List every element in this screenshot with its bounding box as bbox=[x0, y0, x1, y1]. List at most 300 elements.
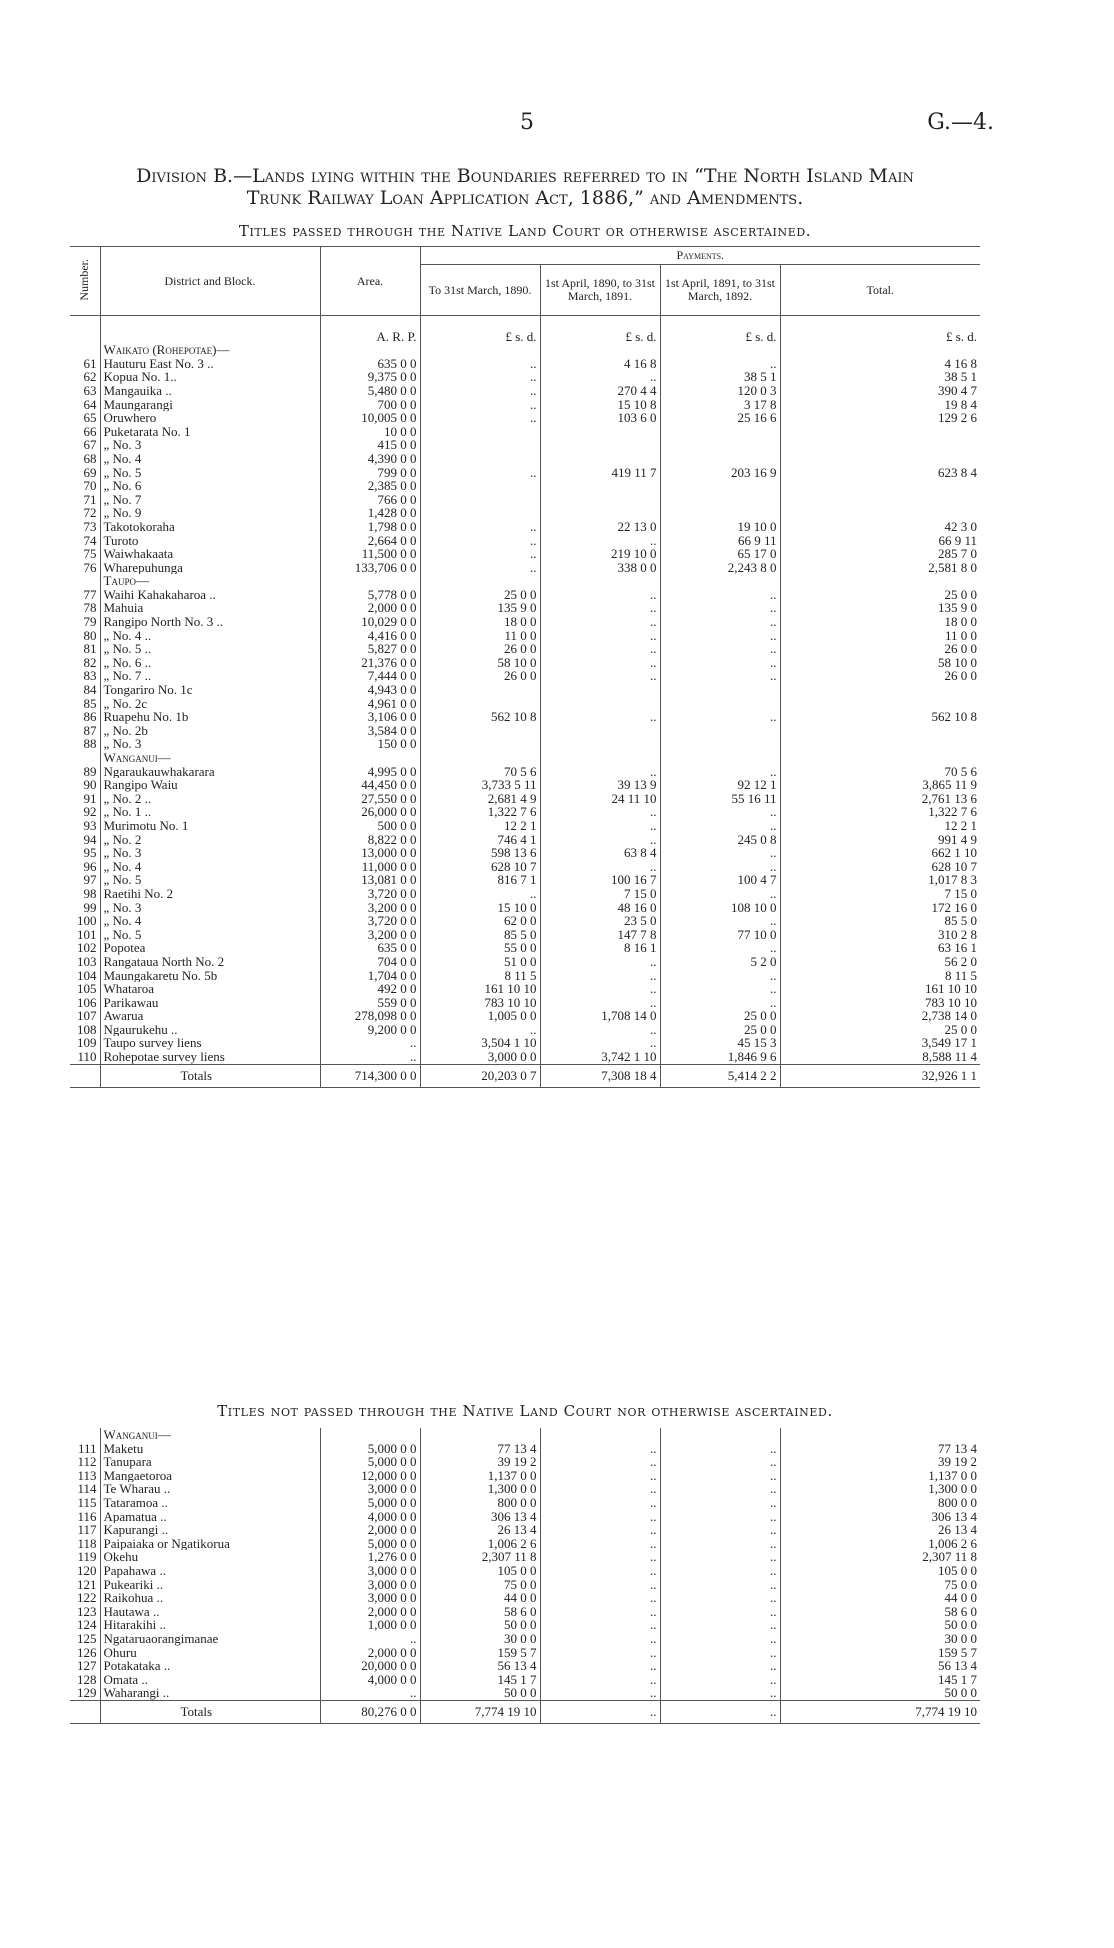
table-row bbox=[70, 1646, 980, 1660]
row-payment-1892: 92 12 1 bbox=[660, 778, 780, 792]
district-group-row bbox=[70, 1428, 980, 1442]
row-payment-1892 bbox=[660, 683, 780, 697]
row-total: 3,865 11 9 bbox=[922, 778, 978, 792]
row-payment-1891: .. bbox=[540, 833, 660, 847]
totals-row bbox=[70, 1700, 980, 1723]
row-payment-1890: 161 10 10 bbox=[420, 982, 540, 996]
totals-p3: 5,414 2 2 bbox=[660, 1064, 780, 1087]
titles-not-passed-table bbox=[70, 1428, 980, 1724]
row-number: 124 bbox=[70, 1618, 100, 1632]
row-block: Mangaetoroa bbox=[100, 1469, 320, 1483]
row-payment-1891: 3,742 1 10 bbox=[540, 1050, 660, 1064]
row-payment-1890: 8 11 5 bbox=[420, 969, 540, 983]
row-area: 3,200 0 0 bbox=[320, 928, 420, 942]
table-row bbox=[70, 941, 980, 955]
row-area: 5,000 0 0 bbox=[320, 1442, 420, 1456]
row-payment-1891: .. bbox=[540, 1537, 660, 1551]
col-payment-1891: 1st April, 1890, to 31st March, 1891. bbox=[540, 265, 660, 316]
row-payment-1892: .. bbox=[660, 642, 780, 656]
table-row bbox=[70, 384, 980, 398]
row-total: 623 8 4 bbox=[938, 465, 978, 480]
row-area: 3,000 0 0 bbox=[320, 1564, 420, 1578]
row-total: 85 5 0 bbox=[944, 914, 978, 928]
row-total: 4 16 8 bbox=[944, 356, 978, 371]
table-row bbox=[70, 955, 980, 969]
row-area: 12,000 0 0 bbox=[320, 1469, 420, 1483]
totals-p1: 7,774 19 10 bbox=[420, 1700, 540, 1723]
row-payment-1891 bbox=[540, 479, 660, 493]
row-total: 135 9 0 bbox=[938, 601, 978, 616]
row-payment-1890: 800 0 0 bbox=[420, 1496, 540, 1510]
row-area: 5,827 0 0 bbox=[320, 642, 420, 656]
totals-area: 80,276 0 0 bbox=[320, 1700, 420, 1723]
row-payment-1891: .. bbox=[540, 642, 660, 656]
row-payment-1892: .. bbox=[660, 860, 780, 874]
row-number: 71 bbox=[70, 493, 100, 507]
row-number: 69 bbox=[70, 466, 100, 480]
title-line-2: Trunk Railway Loan Application Act, 1886,” and Amendments. bbox=[246, 187, 804, 209]
row-payment-1890: 18 0 0 bbox=[420, 615, 540, 629]
row-payment-1892: .. bbox=[660, 1442, 780, 1456]
row-total: 1,137 0 0 bbox=[928, 1468, 977, 1483]
table-row bbox=[70, 901, 980, 915]
table-row bbox=[70, 1659, 980, 1673]
row-area: 5,000 0 0 bbox=[320, 1496, 420, 1510]
row-number: 81 bbox=[70, 642, 100, 656]
row-payment-1890: .. bbox=[420, 398, 540, 412]
row-block: „ No. 6 bbox=[100, 479, 320, 493]
row-payment-1890: 39 19 2 bbox=[420, 1455, 540, 1469]
row-block: Rohepotae survey liens bbox=[100, 1050, 320, 1064]
table-row bbox=[70, 520, 980, 534]
table-row bbox=[70, 724, 980, 738]
totals-p2: 7,308 18 4 bbox=[540, 1064, 660, 1087]
row-number: 100 bbox=[70, 914, 100, 928]
row-payment-1891: 1,708 14 0 bbox=[540, 1009, 660, 1023]
table-row bbox=[70, 466, 980, 480]
row-number: 64 bbox=[70, 398, 100, 412]
row-area: 9,200 0 0 bbox=[320, 1023, 420, 1037]
row-total: 77 13 4 bbox=[938, 1441, 977, 1456]
row-payment-1891: .. bbox=[540, 1550, 660, 1564]
row-block: Te Wharau .. bbox=[100, 1482, 320, 1496]
row-block: „ No. 5 bbox=[100, 928, 320, 942]
row-payment-1891: .. bbox=[540, 588, 660, 602]
row-number: 92 bbox=[70, 805, 100, 819]
row-payment-1892: 25 16 6 bbox=[660, 411, 780, 425]
row-total: 70 5 6 bbox=[944, 764, 978, 779]
row-number: 105 bbox=[70, 982, 100, 996]
row-payment-1891: .. bbox=[540, 615, 660, 629]
row-payment-1890: 135 9 0 bbox=[420, 601, 540, 615]
table-row bbox=[70, 846, 980, 860]
district-group-label: Waikato (Rohepotae)— bbox=[100, 343, 320, 357]
row-payment-1891: .. bbox=[540, 1023, 660, 1037]
row-payment-1891: 103 6 0 bbox=[540, 411, 660, 425]
row-total: 2,761 13 6 bbox=[921, 791, 978, 806]
row-area: .. bbox=[320, 1686, 420, 1700]
row-payment-1891: .. bbox=[540, 1496, 660, 1510]
col-district: District and Block. bbox=[100, 247, 320, 316]
row-payment-1890: .. bbox=[420, 561, 540, 575]
row-payment-1890: 26 0 0 bbox=[420, 669, 540, 683]
row-block: Raetihi No. 2 bbox=[100, 887, 320, 901]
row-number: 76 bbox=[70, 561, 100, 575]
row-number: 93 bbox=[70, 819, 100, 833]
row-number: 128 bbox=[70, 1673, 100, 1687]
table-row bbox=[70, 765, 980, 779]
row-area: 799 0 0 bbox=[320, 466, 420, 480]
table-row bbox=[70, 615, 980, 629]
row-number: 101 bbox=[70, 928, 100, 942]
row-payment-1892: 245 0 8 bbox=[660, 833, 780, 847]
row-payment-1890 bbox=[420, 683, 540, 697]
row-block: „ No. 5 bbox=[100, 873, 320, 887]
row-block: Wharepuhunga bbox=[100, 561, 320, 575]
row-payment-1890: 2,307 11 8 bbox=[420, 1550, 540, 1564]
row-payment-1890: 56 13 4 bbox=[420, 1659, 540, 1673]
row-number: 61 bbox=[70, 357, 100, 371]
row-total bbox=[780, 697, 980, 711]
row-payment-1892: .. bbox=[660, 887, 780, 901]
row-total: 26 13 4 bbox=[938, 1523, 977, 1537]
row-payment-1892: 38 5 1 bbox=[660, 370, 780, 384]
row-payment-1890: 746 4 1 bbox=[420, 833, 540, 847]
row-area: 635 0 0 bbox=[320, 941, 420, 955]
table-row bbox=[70, 642, 980, 656]
row-payment-1892: .. bbox=[660, 1455, 780, 1469]
row-area: 635 0 0 bbox=[320, 357, 420, 371]
row-number: 121 bbox=[70, 1578, 100, 1592]
row-payment-1891 bbox=[540, 683, 660, 697]
row-number: 116 bbox=[70, 1510, 100, 1524]
row-payment-1891: 15 10 8 bbox=[540, 398, 660, 412]
row-block: Kapurangi .. bbox=[100, 1523, 320, 1537]
row-total bbox=[780, 438, 980, 452]
table-row bbox=[70, 588, 980, 602]
table-row bbox=[70, 1036, 980, 1050]
titles-passed-table bbox=[70, 246, 980, 1088]
row-number: 112 bbox=[70, 1455, 100, 1469]
row-payment-1891: .. bbox=[540, 669, 660, 683]
row-payment-1890: .. bbox=[420, 547, 540, 561]
table-row bbox=[70, 833, 980, 847]
row-payment-1892: .. bbox=[660, 1482, 780, 1496]
row-area: 4,995 0 0 bbox=[320, 765, 420, 779]
table-row bbox=[70, 669, 980, 683]
row-block: Ngaurukehu .. bbox=[100, 1023, 320, 1037]
row-total: 172 16 0 bbox=[931, 900, 978, 915]
row-total: 42 3 0 bbox=[944, 519, 978, 534]
row-payment-1892: .. bbox=[660, 914, 780, 928]
table-row bbox=[70, 1550, 980, 1564]
table-row bbox=[70, 425, 980, 439]
table-row bbox=[70, 534, 980, 548]
row-total: 7 15 0 bbox=[944, 886, 978, 901]
row-payment-1892: .. bbox=[660, 819, 780, 833]
row-number: 86 bbox=[70, 710, 100, 724]
row-payment-1892: .. bbox=[660, 1605, 780, 1619]
row-number: 72 bbox=[70, 506, 100, 520]
row-total: 783 10 10 bbox=[925, 995, 978, 1010]
row-payment-1891: .. bbox=[540, 601, 660, 615]
row-total: 44 0 0 bbox=[944, 1591, 977, 1605]
row-payment-1890: 30 0 0 bbox=[420, 1632, 540, 1646]
col-payment-1890: To 31st March, 1890. bbox=[420, 265, 540, 316]
document-code: G.—4. bbox=[927, 110, 994, 135]
row-payment-1890: .. bbox=[420, 466, 540, 480]
row-area: 4,390 0 0 bbox=[320, 452, 420, 466]
row-payment-1891: .. bbox=[540, 1632, 660, 1646]
row-number: 102 bbox=[70, 941, 100, 955]
row-payment-1892: 120 0 3 bbox=[660, 384, 780, 398]
row-payment-1890: 3,733 5 11 bbox=[420, 778, 540, 792]
row-number: 62 bbox=[70, 370, 100, 384]
row-area: 415 0 0 bbox=[320, 438, 420, 452]
row-payment-1890: 58 10 0 bbox=[420, 656, 540, 670]
row-block: Pukeariki .. bbox=[100, 1578, 320, 1592]
row-block: Awarua bbox=[100, 1009, 320, 1023]
row-payment-1892: .. bbox=[660, 357, 780, 371]
row-total bbox=[780, 506, 980, 520]
row-area: 4,416 0 0 bbox=[320, 629, 420, 643]
row-block: Rangipo North No. 3 .. bbox=[100, 615, 320, 629]
row-total: 991 4 9 bbox=[938, 832, 978, 847]
table-row bbox=[70, 1442, 980, 1456]
row-payment-1892: .. bbox=[660, 996, 780, 1010]
row-payment-1890 bbox=[420, 493, 540, 507]
row-total: 11 0 0 bbox=[945, 628, 978, 643]
table-row bbox=[70, 710, 980, 724]
row-total: 161 10 10 bbox=[925, 982, 978, 996]
row-number: 106 bbox=[70, 996, 100, 1010]
row-number: 125 bbox=[70, 1632, 100, 1646]
row-area: 3,720 0 0 bbox=[320, 914, 420, 928]
row-block: „ No. 2 bbox=[100, 833, 320, 847]
row-payment-1890: .. bbox=[420, 1023, 540, 1037]
row-payment-1891: .. bbox=[540, 1618, 660, 1632]
row-area: 150 0 0 bbox=[320, 737, 420, 751]
totals-p1: 20,203 0 7 bbox=[420, 1064, 540, 1087]
table-row bbox=[70, 411, 980, 425]
row-block: Tanupara bbox=[100, 1455, 320, 1469]
row-block: „ No. 5 .. bbox=[100, 642, 320, 656]
row-number: 67 bbox=[70, 438, 100, 452]
table-row bbox=[70, 370, 980, 384]
row-area: 700 0 0 bbox=[320, 398, 420, 412]
row-block: Papahawa .. bbox=[100, 1564, 320, 1578]
row-area: 7,444 0 0 bbox=[320, 669, 420, 683]
row-payment-1892: .. bbox=[660, 669, 780, 683]
col-area: Area. bbox=[320, 247, 420, 316]
row-block: Rangipo Waiu bbox=[100, 778, 320, 792]
row-payment-1890 bbox=[420, 724, 540, 738]
row-area: 2,000 0 0 bbox=[320, 1646, 420, 1660]
row-number: 122 bbox=[70, 1591, 100, 1605]
row-area: 27,550 0 0 bbox=[320, 792, 420, 806]
row-payment-1890: 3,504 1 10 bbox=[420, 1036, 540, 1050]
row-number: 107 bbox=[70, 1009, 100, 1023]
row-number: 88 bbox=[70, 737, 100, 751]
row-total: 19 8 4 bbox=[944, 397, 978, 412]
row-block: „ No. 3 bbox=[100, 846, 320, 860]
row-payment-1890: 75 0 0 bbox=[420, 1578, 540, 1592]
row-number: 83 bbox=[70, 669, 100, 683]
row-block: „ No. 3 bbox=[100, 901, 320, 915]
row-area: 5,778 0 0 bbox=[320, 588, 420, 602]
row-payment-1891: .. bbox=[540, 805, 660, 819]
row-payment-1891: .. bbox=[540, 629, 660, 643]
table-row bbox=[70, 819, 980, 833]
row-payment-1892: .. bbox=[660, 1686, 780, 1700]
row-total: 3,549 17 1 bbox=[921, 1036, 978, 1051]
row-total: 58 6 0 bbox=[944, 1604, 977, 1619]
row-block: „ No. 4 bbox=[100, 452, 320, 466]
row-payment-1892: 65 17 0 bbox=[660, 547, 780, 561]
row-block: Oruwhero bbox=[100, 411, 320, 425]
row-payment-1891: .. bbox=[540, 710, 660, 724]
row-payment-1890: 44 0 0 bbox=[420, 1591, 540, 1605]
table-row bbox=[70, 914, 980, 928]
row-payment-1891 bbox=[540, 737, 660, 751]
row-block: Mahuia bbox=[100, 601, 320, 615]
row-number: 65 bbox=[70, 411, 100, 425]
row-number: 129 bbox=[70, 1686, 100, 1700]
table-row bbox=[70, 1564, 980, 1578]
table-row bbox=[70, 982, 980, 996]
row-total: 1,006 2 6 bbox=[928, 1536, 977, 1551]
row-block: Murimotu No. 1 bbox=[100, 819, 320, 833]
row-number: 108 bbox=[70, 1023, 100, 1037]
row-number: 84 bbox=[70, 683, 100, 697]
row-payment-1891: 24 11 10 bbox=[540, 792, 660, 806]
row-total: 145 1 7 bbox=[938, 1672, 977, 1687]
row-payment-1892: .. bbox=[660, 941, 780, 955]
row-payment-1890: .. bbox=[420, 411, 540, 425]
row-block: Potakataka .. bbox=[100, 1659, 320, 1673]
row-payment-1892: .. bbox=[660, 601, 780, 615]
row-area: 26,000 0 0 bbox=[320, 805, 420, 819]
totals-p2: .. bbox=[540, 1700, 660, 1723]
row-total: 25 0 0 bbox=[944, 587, 978, 602]
row-number: 85 bbox=[70, 697, 100, 711]
row-number: 126 bbox=[70, 1646, 100, 1660]
row-number: 78 bbox=[70, 601, 100, 615]
row-payment-1892: .. bbox=[660, 1564, 780, 1578]
row-payment-1891: .. bbox=[540, 1523, 660, 1537]
totals-total: 32,926 1 1 bbox=[780, 1064, 980, 1087]
district-group-row bbox=[70, 343, 980, 357]
row-total: 50 0 0 bbox=[944, 1686, 977, 1701]
row-number: 63 bbox=[70, 384, 100, 398]
table-row bbox=[70, 1632, 980, 1646]
row-payment-1892: .. bbox=[660, 1496, 780, 1510]
row-area: 3,000 0 0 bbox=[320, 1482, 420, 1496]
table-row bbox=[70, 629, 980, 643]
row-total: 63 16 1 bbox=[938, 941, 978, 955]
district-group-row bbox=[70, 751, 980, 765]
row-payment-1891 bbox=[540, 452, 660, 466]
row-total: 306 13 4 bbox=[931, 1509, 977, 1524]
row-number: 111 bbox=[70, 1442, 100, 1456]
row-block: „ No. 4 bbox=[100, 914, 320, 928]
table-row bbox=[70, 656, 980, 670]
row-area: 3,584 0 0 bbox=[320, 724, 420, 738]
row-block: „ No. 4 .. bbox=[100, 629, 320, 643]
row-number: 120 bbox=[70, 1564, 100, 1578]
row-number: 90 bbox=[70, 778, 100, 792]
table-row bbox=[70, 561, 980, 575]
row-number: 103 bbox=[70, 955, 100, 969]
row-area: 11,500 0 0 bbox=[320, 547, 420, 561]
row-area: 133,706 0 0 bbox=[320, 561, 420, 575]
row-area: 278,098 0 0 bbox=[320, 1009, 420, 1023]
row-block: Puketarata No. 1 bbox=[100, 425, 320, 439]
row-block: Maungarangi bbox=[100, 398, 320, 412]
row-payment-1891: .. bbox=[540, 1659, 660, 1673]
table-row bbox=[70, 887, 980, 901]
row-payment-1891: .. bbox=[540, 534, 660, 548]
row-payment-1890: .. bbox=[420, 357, 540, 371]
row-payment-1891: 338 0 0 bbox=[540, 561, 660, 575]
table-row bbox=[70, 452, 980, 466]
row-payment-1892: 19 10 0 bbox=[660, 520, 780, 534]
row-number: 94 bbox=[70, 833, 100, 847]
row-payment-1892: .. bbox=[660, 588, 780, 602]
row-payment-1891: 7 15 0 bbox=[540, 887, 660, 901]
row-payment-1892: .. bbox=[660, 710, 780, 724]
row-payment-1891: .. bbox=[540, 765, 660, 779]
row-payment-1890: 816 7 1 bbox=[420, 873, 540, 887]
row-area: 5,000 0 0 bbox=[320, 1537, 420, 1551]
row-payment-1892: .. bbox=[660, 846, 780, 860]
row-total: 56 2 0 bbox=[944, 954, 978, 969]
row-block: Parikawau bbox=[100, 996, 320, 1010]
row-payment-1891: 8 16 1 bbox=[540, 941, 660, 955]
row-number: 97 bbox=[70, 873, 100, 887]
row-payment-1892: .. bbox=[660, 1591, 780, 1605]
row-payment-1892: .. bbox=[660, 982, 780, 996]
row-area: 4,000 0 0 bbox=[320, 1510, 420, 1524]
row-block: Tongariro No. 1c bbox=[100, 683, 320, 697]
row-payment-1892: 66 9 11 bbox=[660, 534, 780, 548]
row-total: 1,017 8 3 bbox=[928, 873, 978, 887]
table-row bbox=[70, 860, 980, 874]
row-block: „ No. 3 bbox=[100, 737, 320, 751]
row-payment-1891: 22 13 0 bbox=[540, 520, 660, 534]
row-block: Maungakaretu No. 5b bbox=[100, 969, 320, 983]
row-block: „ No. 2c bbox=[100, 697, 320, 711]
row-payment-1892: 108 10 0 bbox=[660, 901, 780, 915]
totals-total: 7,774 19 10 bbox=[780, 1700, 980, 1723]
table-row bbox=[70, 805, 980, 819]
row-total: 12 2 1 bbox=[944, 818, 978, 833]
row-area: 492 0 0 bbox=[320, 982, 420, 996]
row-payment-1891: .. bbox=[540, 1455, 660, 1469]
table-row bbox=[70, 1482, 980, 1496]
table-row bbox=[70, 601, 980, 615]
row-block: „ No. 9 bbox=[100, 506, 320, 520]
table-row bbox=[70, 493, 980, 507]
table-row bbox=[70, 1591, 980, 1605]
col-total: Total. bbox=[780, 265, 980, 316]
row-total: 662 1 10 bbox=[931, 846, 978, 860]
row-area: 1,276 0 0 bbox=[320, 1550, 420, 1564]
row-block: Raikohua .. bbox=[100, 1591, 320, 1605]
totals-row bbox=[70, 1064, 980, 1087]
table-row bbox=[70, 737, 980, 751]
row-area: .. bbox=[320, 1050, 420, 1064]
